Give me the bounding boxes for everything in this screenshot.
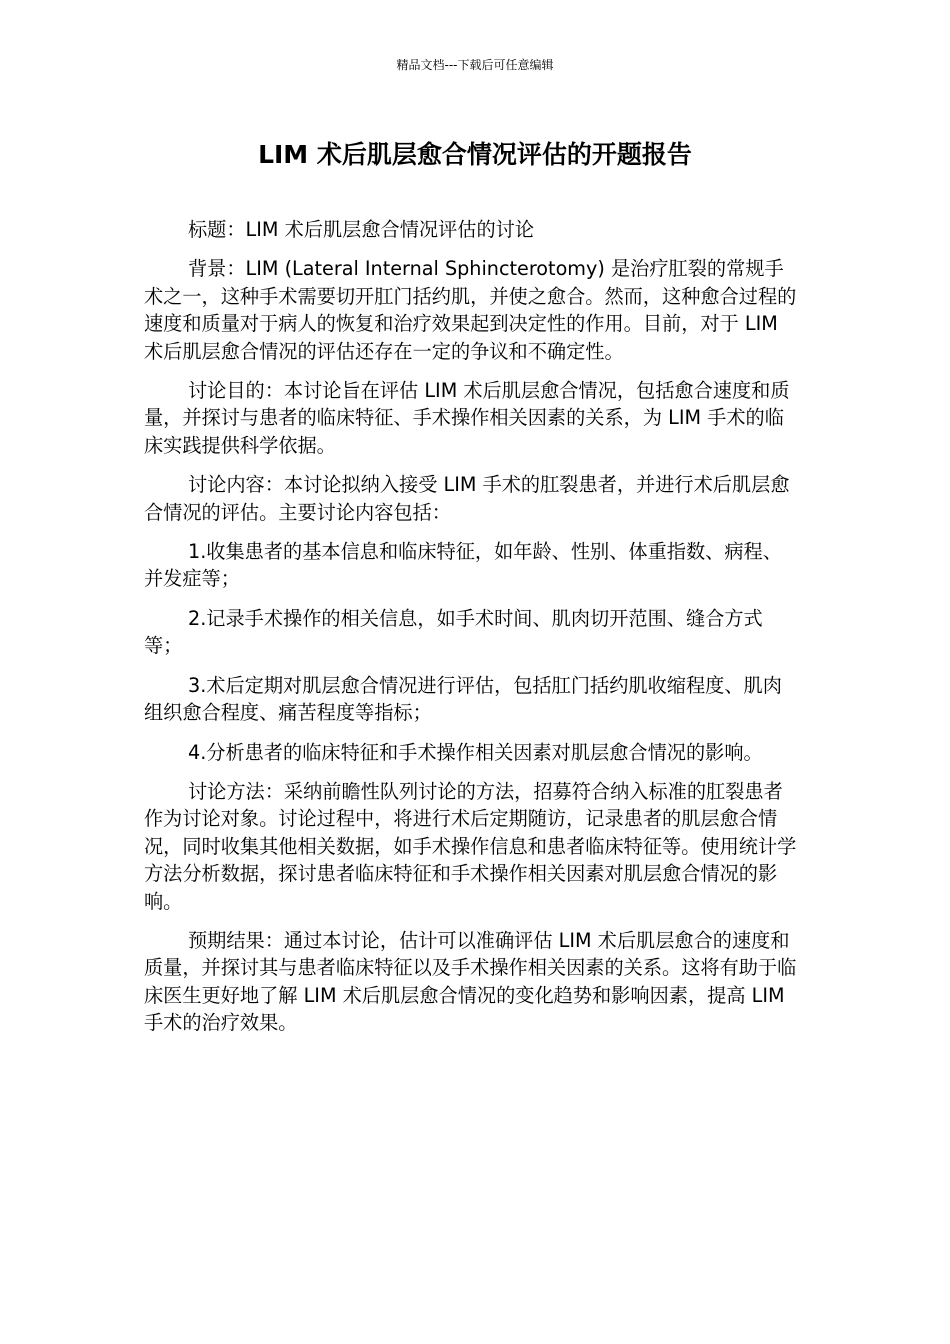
list-item: 4.分析患者的临床特征和手术操作相关因素对肌层愈合情况的影响。: [188, 740, 763, 764]
paragraph-expected-results: 预期结果：通过本讨论，估计可以准确评估 LIM 术后肌层愈合的速度和质量，并探讨其与患者临床特征以及手术操作相关因素的关系。这将有助于临床医生更好地了解 LIM 术后肌层愈合情况的变化趋势和影响因素，提高 LIM 手术的治疗效果。: [144, 928, 797, 1035]
paragraph-content: 讨论内容：本讨论拟纳入接受 LIM 手术的肛裂患者，并进行术后肌层愈合情况的评估。主要讨论内容包括：: [144, 473, 790, 524]
document-title: LIM 术后肌层愈合情况评估的开题报告: [258, 140, 692, 169]
list-item: 3.术后定期对肌层愈合情况进行评估，包括肛门括约肌收缩程度、肌肉组织愈合程度、痛苦程度等指标；: [144, 673, 782, 725]
list-item: 1.收集患者的基本信息和临床特征，如年龄、性别、体重指数、病程、并发症等；: [144, 540, 782, 591]
paragraph-subject: 标题：LIM 术后肌层愈合情况评估的讨论: [188, 218, 535, 241]
header-note: 精品文档---下载后可任意编辑: [396, 58, 554, 72]
paragraph-purpose: 讨论目的：本讨论旨在评估 LIM 术后肌层愈合情况，包括愈合速度和质量，并探讨与患者的临床特征、手术操作相关因素的关系，为 LIM 手术的临床实践提供科学依据。: [144, 379, 790, 457]
list-item: 2.记录手术操作的相关信息，如手术时间、肌肉切开范围、缝合方式等；: [144, 606, 763, 658]
paragraph-background: 背景：LIM (Lateral Internal Sphincterotomy) 是治疗肛裂的常规手术之一，这种手术需要切开肛门括约肌，并使之愈合。然而，这种愈合过程的速度和质量对于病人的恢复和治疗效果起到决定性的作用。目前，对于 LIM 术后肌层愈合情况的评估还存在一定的争议和不确定性。: [144, 257, 797, 363]
document-body: [144, 216, 800, 1049]
paragraph-methods: 讨论方法：采纳前瞻性队列讨论的方法，招募符合纳入标准的肛裂患者作为讨论对象。讨论过程中，将进行术后定期随访，记录患者的肌层愈合情况，同时收集其他相关数据，如手术操作信息和患者临床特征等。使用统计学方法分析数据，探讨患者临床特征和手术操作相关因素对肌层愈合情况的影响。: [144, 779, 797, 913]
